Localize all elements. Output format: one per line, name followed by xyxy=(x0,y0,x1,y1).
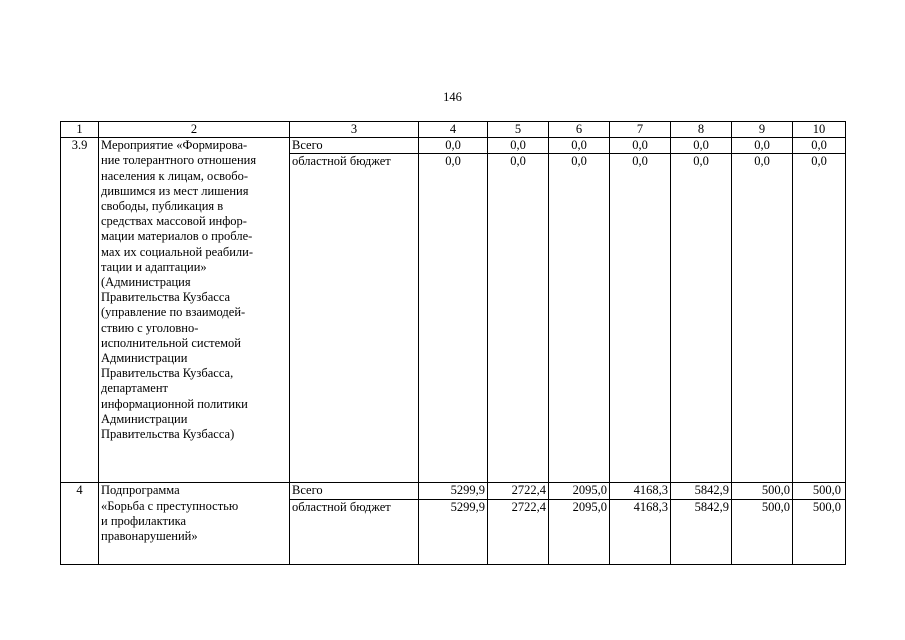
description-line: Подпрограмма xyxy=(101,483,180,498)
value-cell: 0,0 xyxy=(793,138,846,154)
description-line: Мероприятие «Формирова- xyxy=(101,138,248,153)
description-line: ние толерантного отношения xyxy=(101,153,257,168)
header-cell: 8 xyxy=(671,122,732,138)
value-cell: 0,0 xyxy=(419,154,488,483)
value-cell: 5842,9 xyxy=(671,483,732,499)
value-cell: 0,0 xyxy=(488,138,549,154)
description-line: и профилактика xyxy=(101,513,187,528)
description-line: департамент xyxy=(101,381,169,396)
value-cell: 0,0 xyxy=(671,138,732,154)
description-line: ствию с уголовно- xyxy=(101,320,199,335)
description-line: (управление по взаимодей- xyxy=(101,305,246,320)
description-line: дившимся из мест лишения xyxy=(101,183,249,198)
description-line: мах их социальной реабили- xyxy=(101,244,253,259)
description-line: Администрации xyxy=(101,411,188,426)
value-cell: 500,0 xyxy=(793,483,846,499)
description-line: Правительства Кузбасса, xyxy=(101,366,234,381)
value-cell: 500,0 xyxy=(732,483,793,499)
value-cell: 0,0 xyxy=(419,138,488,154)
table-row xyxy=(61,483,846,499)
row-number: 4 xyxy=(61,483,99,564)
value-cell: 4168,3 xyxy=(610,499,671,564)
value-cell: 2722,4 xyxy=(488,483,549,499)
value-cell: 5299,9 xyxy=(419,483,488,499)
description-line: мации материалов о пробле- xyxy=(101,229,253,244)
header-cell: 4 xyxy=(419,122,488,138)
value-cell: 2722,4 xyxy=(488,499,549,564)
funding-source: областной бюджет xyxy=(290,499,419,564)
table-header-row xyxy=(61,122,846,138)
page-number: 146 xyxy=(443,90,462,104)
value-cell: 500,0 xyxy=(793,499,846,564)
row-description xyxy=(99,483,290,564)
funding-source: Всего xyxy=(290,138,419,154)
value-cell: 5842,9 xyxy=(671,499,732,564)
value-cell: 5299,9 xyxy=(419,499,488,564)
funding-source: Всего xyxy=(290,483,419,499)
description-line: информационной политики xyxy=(101,396,248,411)
description-line: Администрации xyxy=(101,351,188,366)
table-row xyxy=(61,138,846,154)
value-cell: 0,0 xyxy=(793,154,846,483)
description-line: населения к лицам, освобо- xyxy=(101,168,248,183)
description-line: (Администрация xyxy=(101,275,191,290)
header-cell: 1 xyxy=(61,122,99,138)
header-cell: 3 xyxy=(290,122,419,138)
value-cell: 500,0 xyxy=(732,499,793,564)
description-line: «Борьба с преступностью xyxy=(101,498,239,513)
value-cell: 0,0 xyxy=(671,154,732,483)
header-cell: 9 xyxy=(732,122,793,138)
description-line: Правительства Кузбасса) xyxy=(101,427,235,442)
header-cell: 10 xyxy=(793,122,846,138)
header-cell: 6 xyxy=(549,122,610,138)
description-line: правонарушений» xyxy=(101,529,198,544)
value-cell: 0,0 xyxy=(732,154,793,483)
value-cell: 0,0 xyxy=(488,154,549,483)
value-cell: 2095,0 xyxy=(549,499,610,564)
description-line: свободы, публикация в xyxy=(101,199,224,214)
value-cell: 0,0 xyxy=(732,138,793,154)
value-cell: 0,0 xyxy=(610,138,671,154)
value-cell: 0,0 xyxy=(549,138,610,154)
description-line: Правительства Кузбасса xyxy=(101,290,231,305)
header-cell: 7 xyxy=(610,122,671,138)
description-line: исполнительной системой xyxy=(101,335,241,350)
row-description xyxy=(99,138,290,483)
description-line: тации и адаптации» xyxy=(101,259,207,274)
header-cell: 2 xyxy=(99,122,290,138)
header-cell: 5 xyxy=(488,122,549,138)
row-number: 3.9 xyxy=(61,138,99,483)
value-cell: 0,0 xyxy=(610,154,671,483)
budget-table xyxy=(60,121,846,565)
value-cell: 4168,3 xyxy=(610,483,671,499)
value-cell: 2095,0 xyxy=(549,483,610,499)
value-cell: 0,0 xyxy=(549,154,610,483)
description-line: средствах массовой инфор- xyxy=(101,214,247,229)
funding-source: областной бюджет xyxy=(290,154,419,483)
